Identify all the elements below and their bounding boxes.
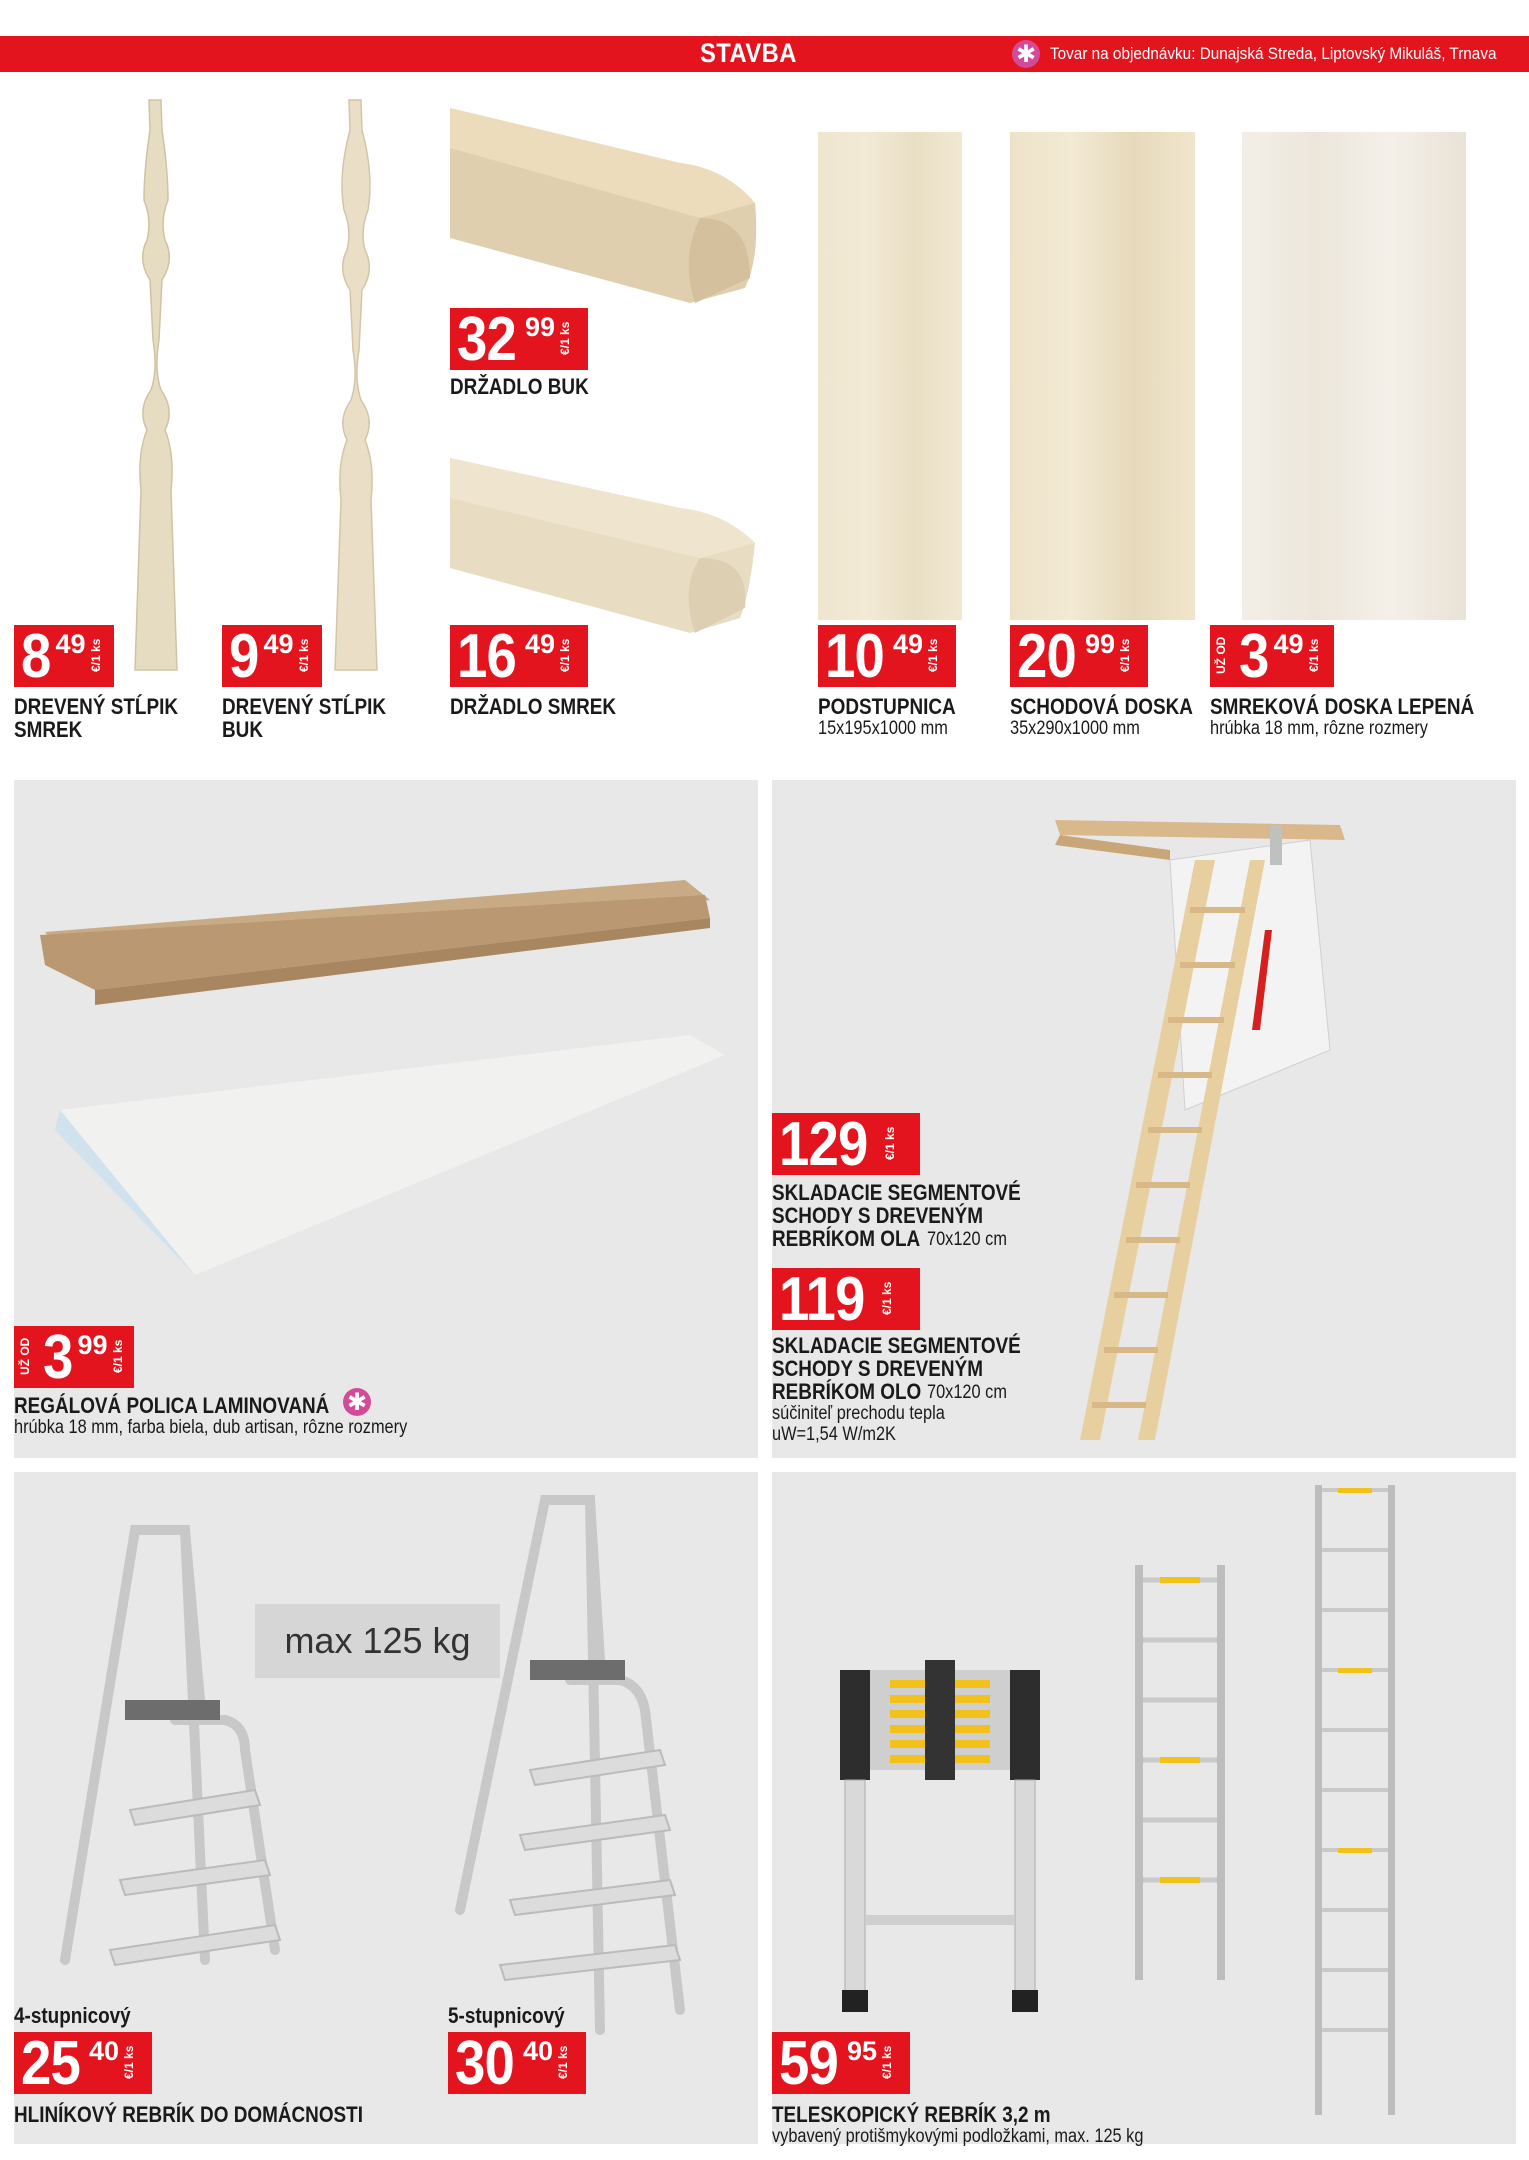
product-name: SKLADACIE SEGMENTOVÉ — [772, 1333, 1021, 1358]
product-name: TELESKOPICKÝ REBRÍK 3,2 m — [772, 2102, 1051, 2127]
product-name: SMREKOVÁ DOSKA LEPENÁ — [1210, 694, 1475, 719]
price-cents: 95 — [846, 2036, 878, 2066]
price-cents: 99 — [1084, 629, 1116, 659]
price-unit: €/1 ks — [110, 1339, 125, 1373]
product-desc: 35x290x1000 mm — [1010, 718, 1140, 739]
price-cents: 49 — [1273, 629, 1304, 659]
baluster-smrek-image — [125, 98, 185, 678]
price-tag-teleskop — [772, 2029, 910, 2098]
price-unit: €/1 ks — [1118, 638, 1133, 672]
glued-board-image — [1242, 132, 1466, 620]
step-count-4: 4-stupnicový — [14, 2003, 131, 2028]
stair-board-image — [1010, 132, 1195, 620]
attic-stairs-image — [1040, 800, 1360, 1450]
step-count-5: 5-stupnicový — [448, 2003, 565, 2028]
product-desc: 15x195x1000 mm — [818, 718, 948, 739]
price-cents: 49 — [263, 629, 294, 659]
product-name: PODSTUPNICA — [818, 694, 956, 719]
price-tag-rebrik-5 — [448, 2029, 586, 2098]
price-tag-schody-ola — [772, 1110, 920, 1179]
price-unit: €/1 ks — [558, 638, 573, 672]
price-cents: 40 — [88, 2036, 120, 2066]
price-tag-polica — [14, 1323, 134, 1392]
price-whole: 9 — [229, 622, 259, 691]
baluster-buk-image — [325, 98, 385, 678]
price-unit: €/1 ks — [122, 2045, 137, 2079]
price-tag-rebrik-4 — [14, 2029, 152, 2098]
product-desc: hrúbka 18 mm, rôzne rozmery — [1210, 718, 1428, 739]
price-whole: 16 — [457, 622, 516, 691]
price-unit: €/1 ks — [880, 2045, 895, 2079]
price-whole: 20 — [1017, 622, 1076, 691]
price-whole: 30 — [455, 2029, 514, 2098]
price-unit: €/1 ks — [558, 321, 573, 355]
price-whole: 3 — [1239, 622, 1269, 691]
price-whole: 3 — [43, 1323, 73, 1392]
product-name: SCHODY S DREVENÝM — [772, 1203, 983, 1228]
product-name: REGÁLOVÁ POLICA LAMINOVANÁ — [14, 1393, 330, 1418]
max-load-badge: max 125 kg — [255, 1604, 500, 1678]
product-size: 70x120 cm — [927, 1229, 1007, 1250]
price-cents: 49 — [55, 629, 86, 659]
price-tag-schody-olo — [772, 1265, 920, 1334]
price-tag-podstupnica — [818, 622, 956, 691]
price-from: UŽ OD — [1214, 636, 1228, 674]
product-desc: vybavený protišmykovými podložkami, max. 125 kg — [772, 2126, 1144, 2147]
telescopic-ladder-full-image — [1310, 1480, 1400, 2120]
product-name: SCHODOVÁ DOSKA — [1010, 694, 1193, 719]
price-unit: €/1 ks — [88, 638, 103, 672]
section-header-bar — [0, 36, 1529, 72]
product-name: DREVENÝ STĹPIK — [222, 694, 387, 719]
product-name: DRŽADLO BUK — [450, 374, 589, 399]
price-whole: 129 — [779, 1110, 868, 1179]
product-desc: hrúbka 18 mm, farba biela, dub artisan, rôzne rozmery — [14, 1417, 408, 1438]
order-star-icon: ✱ — [343, 1388, 371, 1416]
product-name: REBRÍKOM OLO — [772, 1379, 922, 1404]
product-name: HLINÍKOVÝ REBRÍK DO DOMÁCNOSTI — [14, 2102, 363, 2127]
price-unit: €/1 ks — [556, 2045, 571, 2079]
price-tag-stlpik-buk — [222, 622, 322, 691]
product-name: DRŽADLO SMREK — [450, 694, 617, 719]
order-star-icon: ✱ — [1012, 40, 1040, 68]
product-name: REBRÍKOM OLA — [772, 1226, 921, 1251]
price-unit: €/1 ks — [883, 1126, 898, 1160]
price-tag-smrekova — [1210, 622, 1334, 691]
price-cents: 99 — [77, 1330, 108, 1360]
price-unit: €/1 ks — [296, 638, 311, 672]
step-ladder-5-image — [450, 1490, 710, 2050]
telescopic-ladder-folded-image — [830, 1650, 1050, 2020]
price-unit: €/1 ks — [926, 638, 941, 672]
price-tag-schodova — [1010, 622, 1148, 691]
price-tag-drzadlo-buk — [450, 305, 588, 374]
handrail-buk-image — [450, 108, 760, 308]
product-name: BUK — [222, 717, 263, 742]
price-whole: 32 — [457, 305, 516, 374]
product-name: SKLADACIE SEGMENTOVÉ — [772, 1180, 1021, 1205]
price-unit: €/1 ks — [880, 1281, 895, 1315]
price-cents: 49 — [524, 629, 556, 659]
price-whole: 8 — [21, 622, 51, 691]
price-tag-stlpik-smrek — [14, 622, 114, 691]
product-desc: uW=1,54 W/m2K — [772, 1424, 896, 1445]
price-tag-drzadlo-smrek — [450, 622, 588, 691]
telescopic-ladder-extended-image — [1130, 1560, 1230, 1990]
price-whole: 10 — [825, 622, 884, 691]
product-desc: súčiniteľ prechodu tepla — [772, 1403, 945, 1424]
product-size: 70x120 cm — [927, 1382, 1007, 1403]
product-name: DREVENÝ STĹPIK — [14, 694, 179, 719]
handrail-smrek-image — [450, 458, 760, 638]
shelf-boards-image — [35, 880, 725, 1280]
section-title: STAVBA — [700, 38, 797, 68]
price-whole: 59 — [779, 2029, 838, 2098]
price-from: UŽ OD — [18, 1337, 32, 1375]
step-ladder-4-image — [55, 1520, 315, 2040]
price-whole: 25 — [21, 2029, 80, 2098]
price-whole: 119 — [779, 1265, 865, 1334]
price-cents: 99 — [524, 312, 556, 342]
price-cents: 40 — [522, 2036, 554, 2066]
product-name: SCHODY S DREVENÝM — [772, 1356, 983, 1381]
riser-board-image — [818, 132, 962, 620]
order-note: Tovar na objednávku: Dunajská Streda, Liptovský Mikuláš, Trnava — [1050, 44, 1497, 63]
price-cents: 49 — [892, 629, 924, 659]
price-unit: €/1 ks — [1306, 638, 1321, 672]
product-name: SMREK — [14, 717, 83, 742]
